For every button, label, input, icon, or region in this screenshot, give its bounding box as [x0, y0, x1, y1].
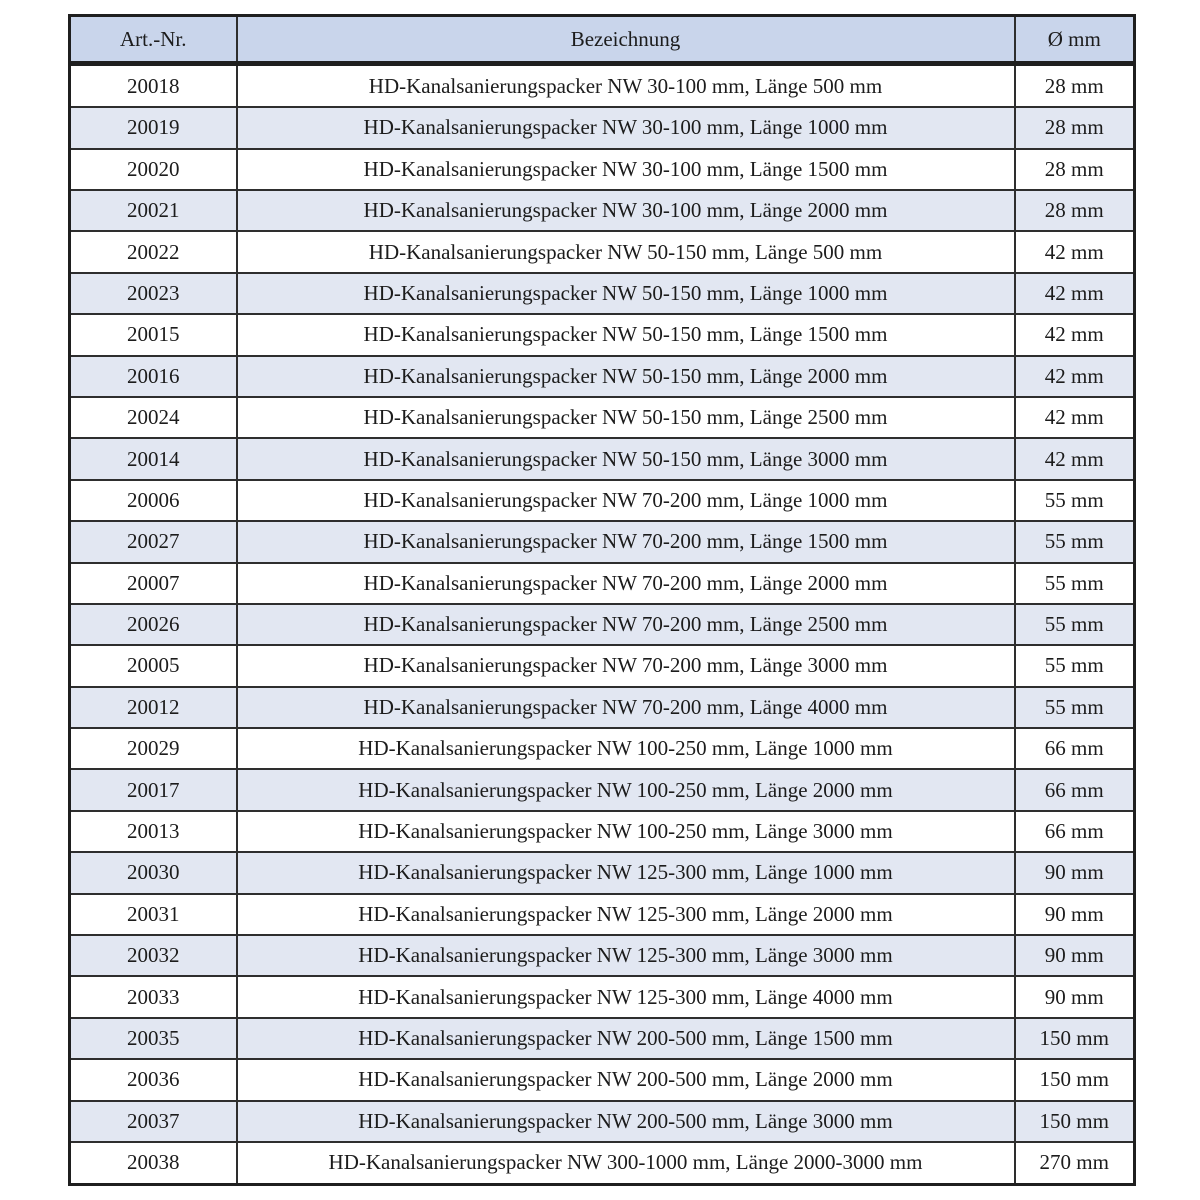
art-nr-cell: 20012 — [70, 687, 237, 728]
bezeichnung-cell: HD-Kanalsanierungspacker NW 100-250 mm, Länge 1000 mm — [237, 728, 1015, 769]
art-nr-cell: 20014 — [70, 438, 237, 479]
table-row — [70, 769, 1135, 810]
art-nr-cell: 20029 — [70, 728, 237, 769]
table-row — [70, 852, 1135, 893]
bezeichnung-cell: HD-Kanalsanierungspacker NW 125-300 mm, Länge 3000 mm — [237, 935, 1015, 976]
diameter-cell: 90 mm — [1015, 894, 1135, 935]
bezeichnung-cell: HD-Kanalsanierungspacker NW 70-200 mm, Länge 2000 mm — [237, 563, 1015, 604]
bezeichnung-cell: HD-Kanalsanierungspacker NW 70-200 mm, Länge 1000 mm — [237, 480, 1015, 521]
table-row — [70, 438, 1135, 479]
diameter-cell: 55 mm — [1015, 687, 1135, 728]
art-nr-cell: 20016 — [70, 356, 237, 397]
table-row — [70, 687, 1135, 728]
table-row — [70, 1142, 1135, 1185]
bezeichnung-cell: HD-Kanalsanierungspacker NW 125-300 mm, Länge 4000 mm — [237, 976, 1015, 1017]
art-nr-cell: 20027 — [70, 521, 237, 562]
diameter-cell: 42 mm — [1015, 231, 1135, 272]
art-nr-cell: 20007 — [70, 563, 237, 604]
bezeichnung-cell: HD-Kanalsanierungspacker NW 70-200 mm, Länge 2500 mm — [237, 604, 1015, 645]
table-row — [70, 1018, 1135, 1059]
art-nr-cell: 20019 — [70, 107, 237, 148]
diameter-cell: 90 mm — [1015, 935, 1135, 976]
bezeichnung-cell: HD-Kanalsanierungspacker NW 200-500 mm, Länge 3000 mm — [237, 1101, 1015, 1142]
table-row — [70, 728, 1135, 769]
table-row — [70, 107, 1135, 148]
art-nr-cell: 20017 — [70, 769, 237, 810]
column-header-diameter: Ø mm — [1015, 16, 1135, 64]
diameter-cell: 42 mm — [1015, 273, 1135, 314]
table-row — [70, 894, 1135, 935]
table-row — [70, 935, 1135, 976]
diameter-cell: 66 mm — [1015, 728, 1135, 769]
bezeichnung-cell: HD-Kanalsanierungspacker NW 50-150 mm, Länge 2500 mm — [237, 397, 1015, 438]
diameter-cell: 66 mm — [1015, 769, 1135, 810]
art-nr-cell: 20022 — [70, 231, 237, 272]
diameter-cell: 55 mm — [1015, 563, 1135, 604]
table-row — [70, 645, 1135, 686]
diameter-cell: 42 mm — [1015, 438, 1135, 479]
table-body — [70, 64, 1135, 1185]
diameter-cell: 42 mm — [1015, 397, 1135, 438]
column-header-bezeichnung: Bezeichnung — [237, 16, 1015, 64]
diameter-cell: 55 mm — [1015, 480, 1135, 521]
table-row — [70, 811, 1135, 852]
table-row — [70, 314, 1135, 355]
bezeichnung-cell: HD-Kanalsanierungspacker NW 100-250 mm, Länge 2000 mm — [237, 769, 1015, 810]
art-nr-cell: 20006 — [70, 480, 237, 521]
table-row — [70, 190, 1135, 231]
art-nr-cell: 20021 — [70, 190, 237, 231]
art-nr-cell: 20020 — [70, 149, 237, 190]
table-row — [70, 563, 1135, 604]
diameter-cell: 90 mm — [1015, 976, 1135, 1017]
diameter-cell: 55 mm — [1015, 645, 1135, 686]
art-nr-cell: 20037 — [70, 1101, 237, 1142]
art-nr-cell: 20031 — [70, 894, 237, 935]
art-nr-cell: 20005 — [70, 645, 237, 686]
bezeichnung-cell: HD-Kanalsanierungspacker NW 50-150 mm, Länge 3000 mm — [237, 438, 1015, 479]
table-row — [70, 149, 1135, 190]
diameter-cell: 28 mm — [1015, 107, 1135, 148]
bezeichnung-cell: HD-Kanalsanierungspacker NW 50-150 mm, Länge 1000 mm — [237, 273, 1015, 314]
bezeichnung-cell: HD-Kanalsanierungspacker NW 50-150 mm, Länge 1500 mm — [237, 314, 1015, 355]
table-row — [70, 397, 1135, 438]
product-table — [68, 14, 1136, 1186]
bezeichnung-cell: HD-Kanalsanierungspacker NW 50-150 mm, Länge 2000 mm — [237, 356, 1015, 397]
table-row — [70, 356, 1135, 397]
art-nr-cell: 20013 — [70, 811, 237, 852]
bezeichnung-cell: HD-Kanalsanierungspacker NW 50-150 mm, Länge 500 mm — [237, 231, 1015, 272]
art-nr-cell: 20018 — [70, 64, 237, 108]
art-nr-cell: 20026 — [70, 604, 237, 645]
table-row — [70, 231, 1135, 272]
table-row — [70, 1101, 1135, 1142]
art-nr-cell: 20036 — [70, 1059, 237, 1100]
table-header-row — [70, 16, 1135, 64]
art-nr-cell: 20024 — [70, 397, 237, 438]
art-nr-cell: 20035 — [70, 1018, 237, 1059]
diameter-cell: 270 mm — [1015, 1142, 1135, 1185]
art-nr-cell: 20023 — [70, 273, 237, 314]
bezeichnung-cell: HD-Kanalsanierungspacker NW 70-200 mm, Länge 4000 mm — [237, 687, 1015, 728]
table-row — [70, 1059, 1135, 1100]
diameter-cell: 66 mm — [1015, 811, 1135, 852]
bezeichnung-cell: HD-Kanalsanierungspacker NW 300-1000 mm, Länge 2000-3000 mm — [237, 1142, 1015, 1185]
bezeichnung-cell: HD-Kanalsanierungspacker NW 200-500 mm, Länge 1500 mm — [237, 1018, 1015, 1059]
art-nr-cell: 20015 — [70, 314, 237, 355]
diameter-cell: 90 mm — [1015, 852, 1135, 893]
art-nr-cell: 20030 — [70, 852, 237, 893]
table-row — [70, 480, 1135, 521]
table-row — [70, 604, 1135, 645]
bezeichnung-cell: HD-Kanalsanierungspacker NW 200-500 mm, Länge 2000 mm — [237, 1059, 1015, 1100]
diameter-cell: 42 mm — [1015, 314, 1135, 355]
art-nr-cell: 20038 — [70, 1142, 237, 1185]
diameter-cell: 55 mm — [1015, 521, 1135, 562]
column-header-art-nr: Art.-Nr. — [70, 16, 237, 64]
bezeichnung-cell: HD-Kanalsanierungspacker NW 30-100 mm, Länge 1000 mm — [237, 107, 1015, 148]
bezeichnung-cell: HD-Kanalsanierungspacker NW 30-100 mm, Länge 1500 mm — [237, 149, 1015, 190]
bezeichnung-cell: HD-Kanalsanierungspacker NW 70-200 mm, Länge 3000 mm — [237, 645, 1015, 686]
bezeichnung-cell: HD-Kanalsanierungspacker NW 100-250 mm, Länge 3000 mm — [237, 811, 1015, 852]
table-row — [70, 64, 1135, 108]
diameter-cell: 28 mm — [1015, 64, 1135, 108]
diameter-cell: 150 mm — [1015, 1059, 1135, 1100]
table-row — [70, 273, 1135, 314]
diameter-cell: 150 mm — [1015, 1018, 1135, 1059]
bezeichnung-cell: HD-Kanalsanierungspacker NW 30-100 mm, Länge 2000 mm — [237, 190, 1015, 231]
bezeichnung-cell: HD-Kanalsanierungspacker NW 70-200 mm, Länge 1500 mm — [237, 521, 1015, 562]
art-nr-cell: 20033 — [70, 976, 237, 1017]
table-row — [70, 521, 1135, 562]
bezeichnung-cell: HD-Kanalsanierungspacker NW 30-100 mm, Länge 500 mm — [237, 64, 1015, 108]
diameter-cell: 55 mm — [1015, 604, 1135, 645]
table-row — [70, 976, 1135, 1017]
diameter-cell: 42 mm — [1015, 356, 1135, 397]
diameter-cell: 28 mm — [1015, 149, 1135, 190]
diameter-cell: 28 mm — [1015, 190, 1135, 231]
diameter-cell: 150 mm — [1015, 1101, 1135, 1142]
bezeichnung-cell: HD-Kanalsanierungspacker NW 125-300 mm, Länge 2000 mm — [237, 894, 1015, 935]
art-nr-cell: 20032 — [70, 935, 237, 976]
bezeichnung-cell: HD-Kanalsanierungspacker NW 125-300 mm, Länge 1000 mm — [237, 852, 1015, 893]
